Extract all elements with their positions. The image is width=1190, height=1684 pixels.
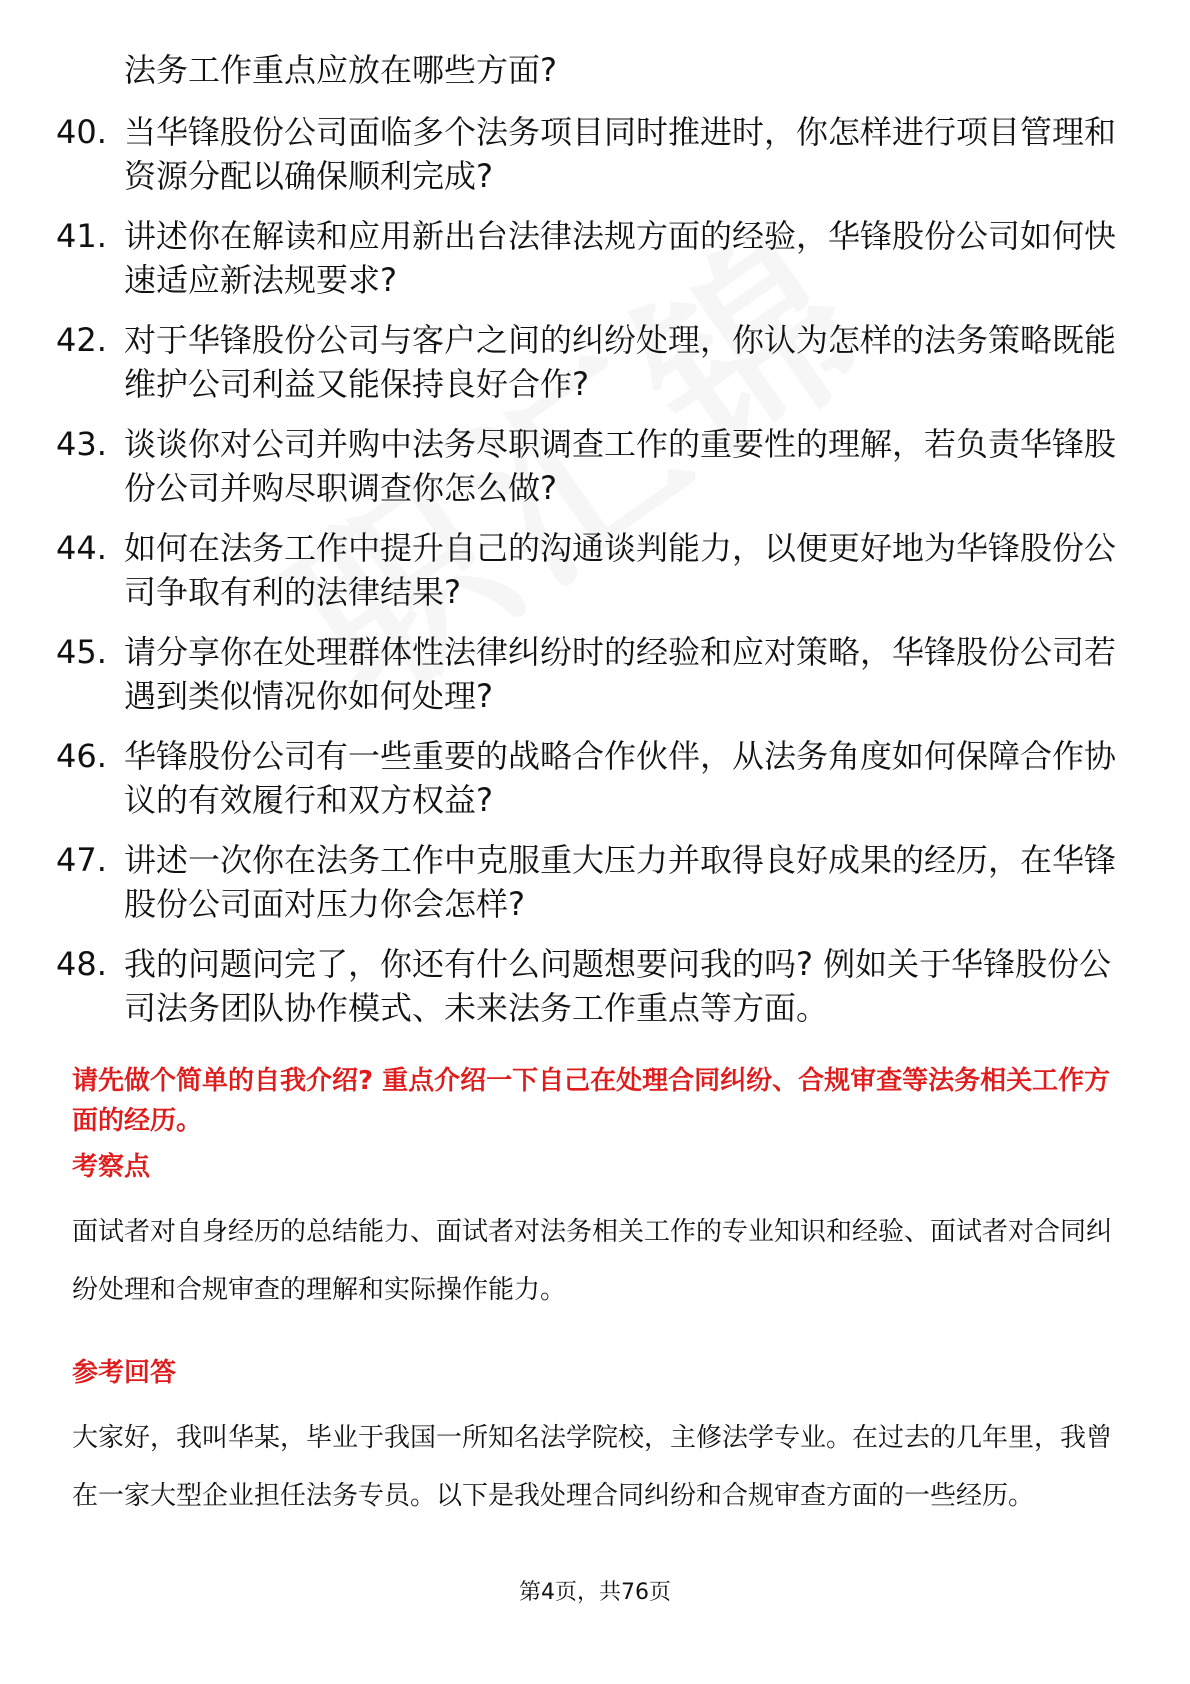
- question-text: 讲述一次你在法务工作中克服重大压力并取得良好成果的经历，在华锋股份公司面对压力你会怎样?: [124, 841, 1117, 923]
- question-number: 42.: [56, 321, 107, 359]
- answer-paragraph: 大家好，我叫华某，毕业于我国一所知名法学院校，主修法学专业。在过去的几年里，我曾在一家大型企业担任法务专员。以下是我处理合同纠纷和合规审查方面的一些经历。: [72, 1423, 1113, 1511]
- question-item: [56, 110, 1136, 198]
- question-text: 当华锋股份公司面临多个法务项目同时推进时，你怎样进行项目管理和资源分配以确保顺利完成?: [124, 113, 1117, 195]
- question-item: [56, 526, 1136, 614]
- question-item: [56, 214, 1136, 302]
- focus-paragraph: 面试者对自身经历的总结能力、面试者对法务相关工作的专业知识和经验、面试者对合同纠纷处理和合规审查的理解和实际操作能力。: [72, 1217, 1113, 1305]
- question-text: 讲述你在解读和应用新出台法律法规方面的经验，华锋股份公司如何快速适应新法规要求?: [124, 217, 1117, 299]
- question-text: 我的问题问完了，你还有什么问题想要问我的吗? 例如关于华锋股份公司法务团队协作模式、未来法务工作重点等方面。: [124, 945, 1112, 1027]
- question-number: 44.: [56, 529, 107, 567]
- question-text: 请分享你在处理群体性法律纠纷时的经验和应对策略，华锋股份公司若遇到类似情况你如何处理?: [124, 633, 1117, 715]
- page-footer: 第4页，共76页: [519, 1580, 671, 1605]
- question-item: [56, 942, 1136, 1030]
- question-number: 48.: [56, 945, 107, 983]
- answer-heading: 参考回答: [72, 1358, 177, 1388]
- question-item: [56, 318, 1136, 406]
- question-number: 46.: [56, 737, 107, 775]
- question-number: 45.: [56, 633, 107, 671]
- question-item: [56, 630, 1136, 718]
- question-continuation-text: 法务工作重点应放在哪些方面?: [124, 51, 557, 89]
- question-text: 如何在法务工作中提升自己的沟通谈判能力，以便更好地为华锋股份公司争取有利的法律结果?: [124, 529, 1117, 611]
- question-list: [56, 48, 1136, 1046]
- question-text: 谈谈你对公司并购中法务尽职调查工作的重要性的理解，若负责华锋股份公司并购尽职调查你怎么做?: [124, 425, 1117, 507]
- question-item: [56, 422, 1136, 510]
- section-question-heading: 请先做个简单的自我介绍? 重点介绍一下自己在处理合同纠纷、合规审查等法务相关工作方面的经历。: [72, 1066, 1111, 1136]
- question-text: 对于华锋股份公司与客户之间的纠纷处理，你认为怎样的法务策略既能维护公司利益又能保持良好合作?: [124, 321, 1117, 403]
- question-text: 华锋股份公司有一些重要的战略合作伙伴，从法务角度如何保障合作协议的有效履行和双方权益?: [124, 737, 1117, 819]
- question-number: 43.: [56, 425, 107, 463]
- question-continuation: [56, 48, 1136, 92]
- question-number: 47.: [56, 841, 107, 879]
- focus-heading: 考察点: [72, 1152, 151, 1182]
- question-number: 41.: [56, 217, 107, 255]
- question-item: [56, 838, 1136, 926]
- question-item: [56, 734, 1136, 822]
- question-number: 40.: [56, 113, 107, 151]
